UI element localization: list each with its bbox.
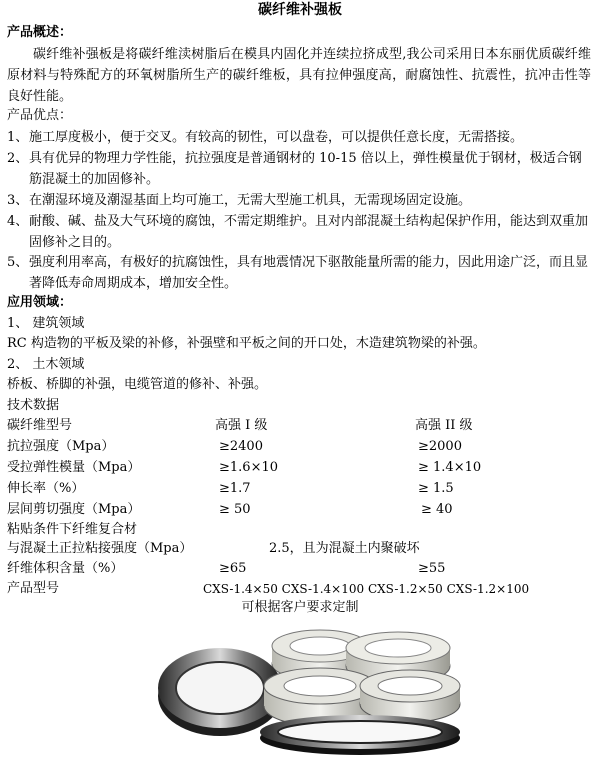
spec-grade-2: ≥ 40: [421, 502, 453, 517]
advantage-text: 耐酸、碱、盐及大气环境的腐蚀，不需定期维护。且对内部混凝土结构起保护作用，能达到双重加固修补之目的。: [29, 214, 589, 250]
model-row: [7, 579, 593, 599]
volume-grade-2: ≥55: [418, 561, 446, 576]
spec-label: 层间剪切强度（Mpa）: [7, 502, 141, 517]
carbon-plate-coils-image: [150, 626, 470, 756]
composite-heading: 粘贴条件下纤维复合材: [7, 522, 138, 537]
overview-heading: 产品概述：: [7, 25, 73, 40]
spec-grade-1: ≥ 50: [219, 502, 251, 517]
bond-label: 与混凝土正拉粘接强度（Mpa）: [7, 541, 193, 556]
advantage-text: 具有优异的物理力学性能，抗拉强度是普通钢材的 10-15 倍以上，弹性模量优于钢材，极适合钢筋混凝土的加固修补。: [29, 151, 582, 187]
model-label: 产品型号: [7, 581, 60, 596]
spec-label: 伸长率（%）: [7, 481, 85, 496]
advantage-text: 施工厚度极小，便于交叉。有较高的韧性，可以盘卷，可以提供任意长度，无需搭接。: [29, 130, 524, 145]
advantage-number: 1、: [7, 130, 29, 145]
spec-label: 碳纤维型号: [7, 418, 73, 433]
spec-grade-1: ≥1.6×10: [219, 460, 279, 475]
spec-grade-2: ≥ 1.4×10: [418, 460, 482, 475]
application-civil-text: 桥板、桥脚的补强，电缆管道的修补、补强。: [7, 377, 268, 392]
advantage-number: 4、: [7, 214, 29, 229]
spec-row: [7, 479, 593, 499]
custom-note: 可根据客户要求定制: [241, 600, 359, 615]
bond-row: [7, 539, 593, 559]
advantages-heading: 产品优点：: [7, 108, 73, 123]
spec-row: [7, 500, 593, 520]
spec-grade-2: ≥2000: [418, 439, 462, 454]
spec-grade-1: ≥1.7: [219, 481, 251, 496]
spec-row: [7, 437, 593, 457]
bond-value: 2.5，且为混凝土内聚破坏: [269, 541, 420, 556]
spec-grade-1: 高强 I 级: [215, 418, 268, 433]
application-building-text: RC 构造物的平板及梁的补修，补强壁和平板之间的开口处，木造建筑物梁的补强。: [7, 336, 486, 351]
volume-grade-1: ≥65: [219, 561, 247, 576]
spec-label: 受拉弹性模量（Mpa）: [7, 460, 141, 475]
volume-label: 纤维体积含量（%）: [7, 561, 124, 576]
advantage-text: 在潮湿环境及潮湿基面上均可施工，无需大型施工机具，无需现场固定设施。: [29, 193, 472, 208]
volume-row: [7, 559, 593, 579]
application-civil-title: 2、 土木领域: [7, 357, 85, 372]
spec-grade-2: 高强 II 级: [415, 418, 473, 433]
spec-row: [7, 416, 593, 436]
tech-data-heading: 技术数据: [7, 398, 60, 413]
advantage-text: 强度利用率高，有极好的抗腐蚀性，具有地震情况下驱散能量所需的能力，因此用途广泛，而且显著降低寿命周期成本，增加安全性。: [29, 255, 589, 291]
advantage-number: 2、: [7, 151, 29, 166]
spec-row: [7, 458, 593, 478]
page-title: 碳纤维补强板: [258, 2, 342, 18]
application-heading: 应用领域：: [7, 295, 73, 310]
application-building-title: 1、 建筑领域: [7, 316, 85, 331]
model-values: CXS-1.4×50 CXS-1.4×100 CXS-1.2×50 CXS-1.2×100: [203, 582, 530, 596]
overview-text: 碳纤维补强板是将碳纤维渎树脂后在模具内固化并连续拉挤成型,我公司采用日本东丽优质碳纤维原材料与特殊配方的环氧树脂所生产的碳纤维板，具有拉伸强度高，耐腐蚀性、抗震性，抗冲击性等良好性能。: [7, 47, 591, 104]
advantage-number: 3、: [7, 193, 29, 208]
spec-grade-1: ≥2400: [219, 439, 263, 454]
spec-label: 抗拉强度（Mpa）: [7, 439, 115, 454]
advantage-number: 5、: [7, 255, 29, 270]
spec-grade-2: ≥ 1.5: [418, 481, 454, 496]
